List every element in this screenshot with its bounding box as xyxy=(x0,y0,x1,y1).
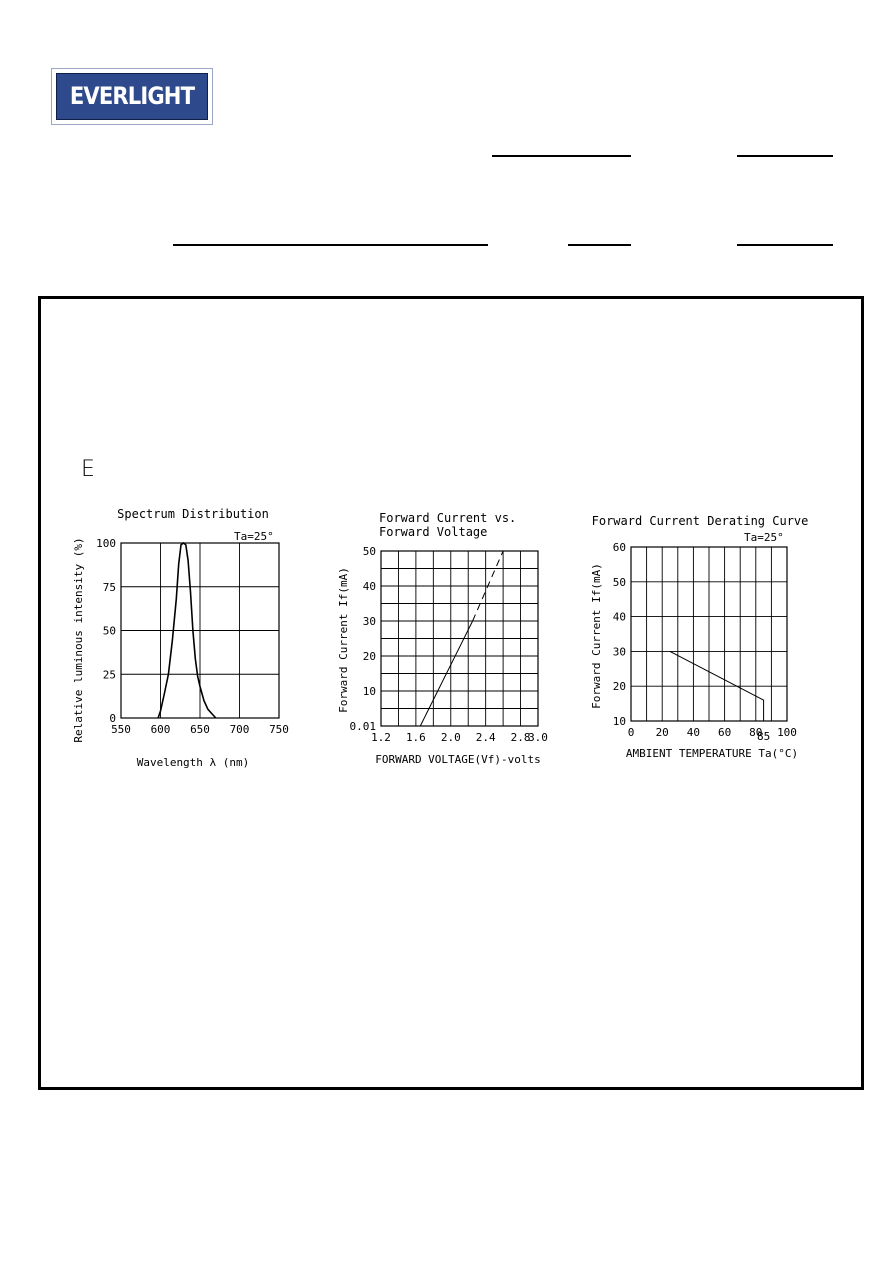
chart1-annotation: Ta=25° xyxy=(234,530,274,543)
chart3-ytick-label: 60 xyxy=(612,541,626,554)
chart3-ytick-label: 20 xyxy=(612,680,626,694)
chart2-title-line2: Forward Voltage xyxy=(379,525,488,539)
chart3-ytick-label: 40 xyxy=(612,610,626,624)
chart3-grid xyxy=(631,547,787,721)
chart1-ticks xyxy=(96,537,289,736)
logo-text: EVERLIGHT xyxy=(69,82,195,110)
chart3-annotation: Ta=25° xyxy=(744,531,784,544)
chart3-ytick-label: 50 xyxy=(612,575,626,589)
chart3-xtick-label: 20 xyxy=(655,726,669,739)
chart1-xlabel: Wavelength λ (nm) xyxy=(136,756,250,769)
forward-voltage-chart xyxy=(337,511,548,766)
chart3-title: Forward Current Derating Curve xyxy=(591,514,809,528)
chart3-xlabel: AMBIENT TEMPERATURE Ta(°C) xyxy=(625,747,799,760)
chart2-ytick-label: 0.01 xyxy=(349,720,376,733)
chart3-xtick-label: 0 xyxy=(627,726,635,739)
chart1-ytick-label: 100 xyxy=(96,537,116,550)
chart3-xtick-label: 80 xyxy=(749,726,763,739)
chart2-xtick-label: 2.0 xyxy=(440,731,461,744)
chart1-ytick-label: 50 xyxy=(102,624,116,638)
chart2-grid xyxy=(381,551,538,726)
chart3-xtick-label: 100 xyxy=(777,726,797,739)
chart1-ytick-label: 0 xyxy=(109,712,116,725)
chart2-ylabel: Forward Current If(mA) xyxy=(337,567,350,713)
chart2-ticks xyxy=(350,545,548,744)
chart3-ticks xyxy=(613,541,797,739)
chart1-ytick-label: 75 xyxy=(102,580,116,594)
chart2-ytick-label: 50 xyxy=(362,545,376,558)
chart1-xtick-label: 700 xyxy=(229,723,250,736)
chart1-ylabel: Relative luminous intensity (%) xyxy=(72,537,85,743)
chart2-xtick-label: 1.6 xyxy=(405,731,426,744)
derating-chart xyxy=(590,514,808,760)
chart1-ytick-label: 25 xyxy=(102,668,116,682)
chart3-ytick-label: 30 xyxy=(612,645,626,659)
chart2-ytick-label: 40 xyxy=(362,580,376,593)
chart1-xtick-label: 550 xyxy=(111,723,131,736)
chart3-ytick-label: 10 xyxy=(612,715,626,728)
chart3-extra-tick-85: 85 xyxy=(756,730,771,743)
chart1-xtick-label: 750 xyxy=(269,723,289,736)
chart3-xtick-label: 40 xyxy=(686,726,701,739)
chart1-xtick-label: 650 xyxy=(190,723,210,736)
chart2-xlabel: FORWARD VOLTAGE(Vf)-volts xyxy=(375,753,541,766)
chart1-grid xyxy=(121,543,279,718)
chart2-xtick-label: 1.2 xyxy=(371,731,391,744)
chart2-title-line1: Forward Current vs. xyxy=(379,511,517,525)
chart2-xtick-label: 3.0 xyxy=(528,731,548,744)
chart3-xtick-label: 60 xyxy=(717,726,732,739)
chart3-ylabel: Forward Current If(mA) xyxy=(590,563,603,709)
chart2-xtick-label: 2.8 xyxy=(510,731,531,744)
chart1-title: Spectrum Distribution xyxy=(117,507,269,521)
chart2-ytick-label: 30 xyxy=(362,615,376,628)
chart2-ytick-label: 20 xyxy=(362,650,376,663)
chart1-xtick-label: 600 xyxy=(150,723,171,736)
chart2-xtick-label: 2.4 xyxy=(475,731,496,744)
spectrum-chart xyxy=(72,507,289,769)
chart2-ytick-label: 10 xyxy=(362,685,376,698)
section-letter: E xyxy=(81,457,95,482)
